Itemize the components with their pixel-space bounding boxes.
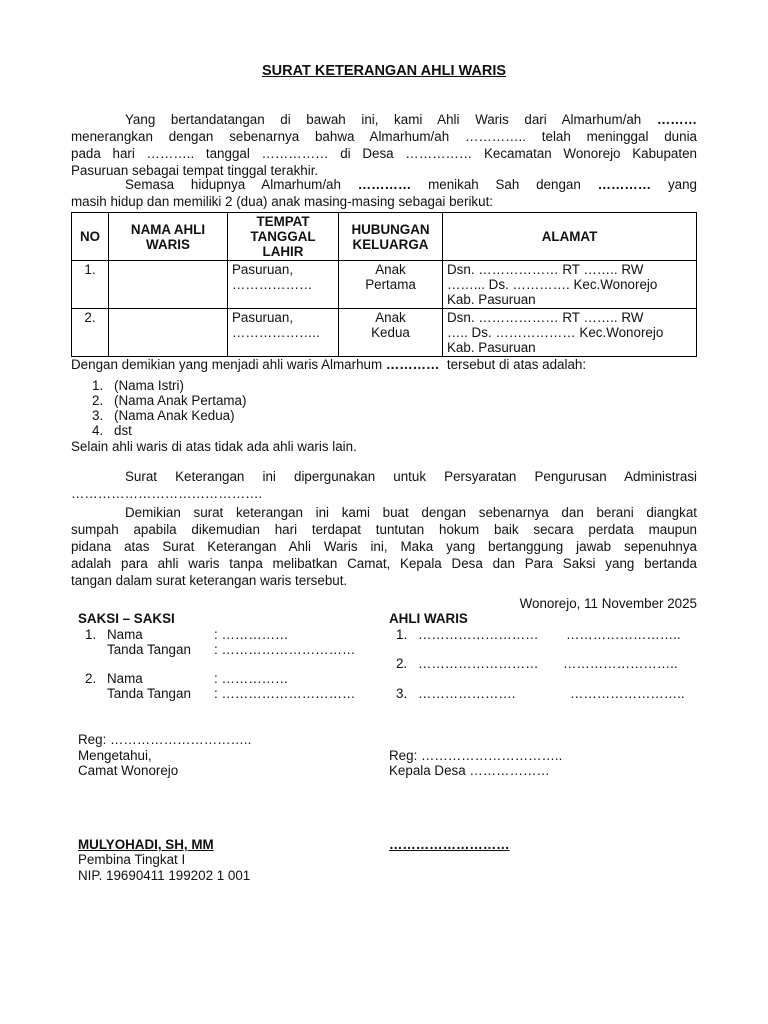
list-item-text: (Nama Anak Kedua) [114, 408, 235, 423]
oath-paragraph [71, 504, 697, 589]
heirs-sign-heading: AHLI WARIS [389, 611, 468, 626]
heir-sign-number: 3. [396, 686, 408, 701]
camat-title: Camat Wonorejo [78, 763, 179, 778]
row-ttl-line-2: ……………… [232, 277, 313, 292]
witness-number: 2. [85, 671, 97, 686]
oath-line-1: Demikian surat keterangan ini kami buat dengan sebenarnya dan berani diangkat [125, 505, 697, 520]
heir-sign-signature: …………………….. [570, 686, 685, 701]
heir-sign-name: ……………………… [418, 656, 539, 671]
heir-sign-signature: …………………….. [563, 656, 678, 671]
witness-number: 1. [85, 627, 97, 642]
row-address-line-2: ….. Ds. ……………… Kec.Wonorejo [447, 325, 664, 340]
camat-name: MULYOHADI, SH, MM [78, 837, 214, 852]
heirs-intro [71, 357, 586, 372]
row-address-line-1: Dsn. ……………… RT …….. RW [447, 310, 644, 325]
list-item-text: (Nama Istri) [114, 378, 184, 393]
table-header-row [72, 213, 697, 261]
row-ttl-line-1: Pasuruan, [232, 310, 294, 325]
witness-name-label: Nama [107, 627, 143, 642]
heir-sign-row [396, 686, 685, 701]
list-item-text: dst [114, 423, 132, 438]
heir-sign-name: …………………. [418, 686, 516, 701]
semasa-dots-2: ………… [597, 177, 652, 192]
row-address-line-3: Kab. Pasuruan [447, 292, 536, 307]
list-item-number: 3. [92, 408, 104, 423]
list-item-text: (Nama Anak Pertama) [114, 393, 247, 408]
row-address-line-3: Kab. Pasuruan [447, 340, 536, 355]
heir-sign-signature: …………………….. [566, 627, 681, 642]
intro-line-1-text: Yang bertandatangan di bawah ini, kami Ahli Waris dari Almarhum/ah [125, 112, 642, 127]
witness-name-value: : …………… [214, 671, 289, 686]
witness-2-sign-row [107, 686, 355, 701]
header-no: NO [72, 213, 109, 261]
place-date: Wonorejo, 11 November 2025 [519, 596, 697, 611]
row-relation-line-2: Pertama [365, 277, 416, 292]
row-relation-line-2: Kedua [371, 325, 410, 340]
intro-paragraph [71, 111, 697, 179]
heirs-intro-part-2: tersebut di atas adalah: [446, 357, 587, 372]
list-item [92, 393, 246, 408]
row-address [443, 261, 697, 309]
semasa-line-2: masih hidup dan memiliki 2 (dua) anak masing-masing sebagai berikut: [71, 194, 494, 209]
list-item [92, 423, 246, 438]
witness-sign-value: : ………………………… [214, 642, 356, 657]
heirs-intro-part-1: Dengan demikian yang menjadi ahli waris Almarhum [71, 357, 383, 372]
header-nama-ahli-waris: NAMA AHLI WARIS [109, 213, 228, 261]
camat-nip: NIP. 19690411 199202 1 001 [78, 868, 251, 883]
intro-line-4: Pasuruan sebagai tempat tinggal terakhir. [71, 163, 319, 178]
row-ttl-line-2: ……………….. [232, 325, 320, 340]
row-no: 1. [72, 261, 109, 309]
camat-mengetahui: Mengetahui, [78, 748, 152, 763]
header-hubungan-keluarga: HUBUNGAN KELUARGA [339, 213, 443, 261]
intro-deceased-dots: ……… [656, 112, 697, 127]
kades-reg: Reg: ………………………….. [389, 748, 563, 763]
row-no: 2. [72, 309, 109, 357]
witness-name-label: Nama [107, 671, 143, 686]
row-ttl [228, 261, 339, 309]
heirs-list [92, 378, 246, 438]
header-tempat-tanggal-lahir: TEMPAT TANGGAL LAHIR [228, 213, 339, 261]
purpose-line-2: ……………………………………. [71, 486, 263, 501]
table-row [72, 309, 697, 357]
purpose-line-1: Surat Keterangan ini dipergunakan untuk Persyaratan Pengurusan Administrasi [125, 469, 697, 484]
row-relation-line-1: Anak [375, 310, 406, 325]
kades-name: ……………………… [389, 837, 510, 852]
oath-line-4: adalah para ahli waris tanpa melibatkan Camat, Kepala Desa dan Para Saksi yang bertanda [71, 556, 697, 571]
row-address-line-2: ……... Ds. …………. Kec.Wonorejo [447, 277, 658, 292]
camat-rank: Pembina Tingkat I [78, 852, 186, 867]
semasa-paragraph [71, 176, 697, 210]
heir-sign-row [396, 656, 678, 671]
witness-2-name-row [85, 671, 288, 686]
document-title: SURAT KETERANGAN AHLI WARIS [261, 63, 507, 79]
row-ttl-line-1: Pasuruan, [232, 262, 294, 277]
heir-sign-row [396, 627, 681, 642]
list-item-number: 2. [92, 393, 104, 408]
no-other-heirs-statement: Selain ahli waris di atas tidak ada ahli waris lain. [71, 439, 357, 454]
semasa-line-1 [71, 176, 697, 193]
table-row [72, 261, 697, 309]
row-relation-line-1: Anak [375, 262, 406, 277]
list-item [92, 378, 246, 393]
list-item-number: 1. [92, 378, 104, 393]
witness-1-name-row [85, 627, 288, 642]
oath-line-3: pidana atas Surat Keterangan Ahli Waris ini, Maka yang bertanggung jawab sepenuhnya [71, 539, 697, 554]
intro-line-2: menerangkan dengan sebenarnya bahwa Almarhum/ah ………….. telah meninggal dunia [71, 129, 697, 144]
heirs-intro-dots: ………… [385, 357, 440, 372]
witness-1-sign-row [107, 642, 355, 657]
heir-sign-number: 2. [396, 656, 408, 671]
witness-sign-label: Tanda Tangan [107, 686, 191, 701]
row-address [443, 309, 697, 357]
list-item [92, 408, 246, 423]
witness-sign-label: Tanda Tangan [107, 642, 191, 657]
purpose-paragraph [71, 468, 697, 502]
semasa-dots-1: ………… [357, 177, 412, 192]
header-alamat: ALAMAT [443, 213, 697, 261]
row-name [109, 261, 228, 309]
intro-line-1 [71, 111, 697, 128]
oath-line-2: sumpah apabila dikemudian hari terdapat tuntutan hokum baik secara perdata maupun [71, 522, 697, 537]
intro-line-3: pada hari ……….. tanggal …………… di Desa …………… Kecamatan Wonorejo Kabupaten [71, 146, 697, 161]
semasa-part-1: Semasa hidupnya Almarhum/ah [125, 177, 341, 192]
heirs-table [71, 212, 697, 357]
heir-sign-number: 1. [396, 627, 408, 642]
heir-sign-name: ……………………… [418, 627, 539, 642]
witness-sign-value: : ………………………… [214, 686, 356, 701]
semasa-part-2: menikah Sah dengan [428, 177, 581, 192]
row-relation [339, 309, 443, 357]
camat-reg: Reg: ………………………….. [78, 732, 252, 747]
row-ttl [228, 309, 339, 357]
row-address-line-1: Dsn. ……………… RT …….. RW [447, 262, 644, 277]
list-item-number: 4. [92, 423, 104, 438]
row-name [109, 309, 228, 357]
kades-title: Kepala Desa ……………… [389, 763, 550, 778]
oath-line-5: tangan dalam surat keterangan waris tersebut. [71, 573, 348, 588]
witness-name-value: : …………… [214, 627, 289, 642]
row-relation [339, 261, 443, 309]
semasa-part-3: yang [667, 177, 697, 192]
witnesses-heading: SAKSI – SAKSI [78, 611, 175, 626]
